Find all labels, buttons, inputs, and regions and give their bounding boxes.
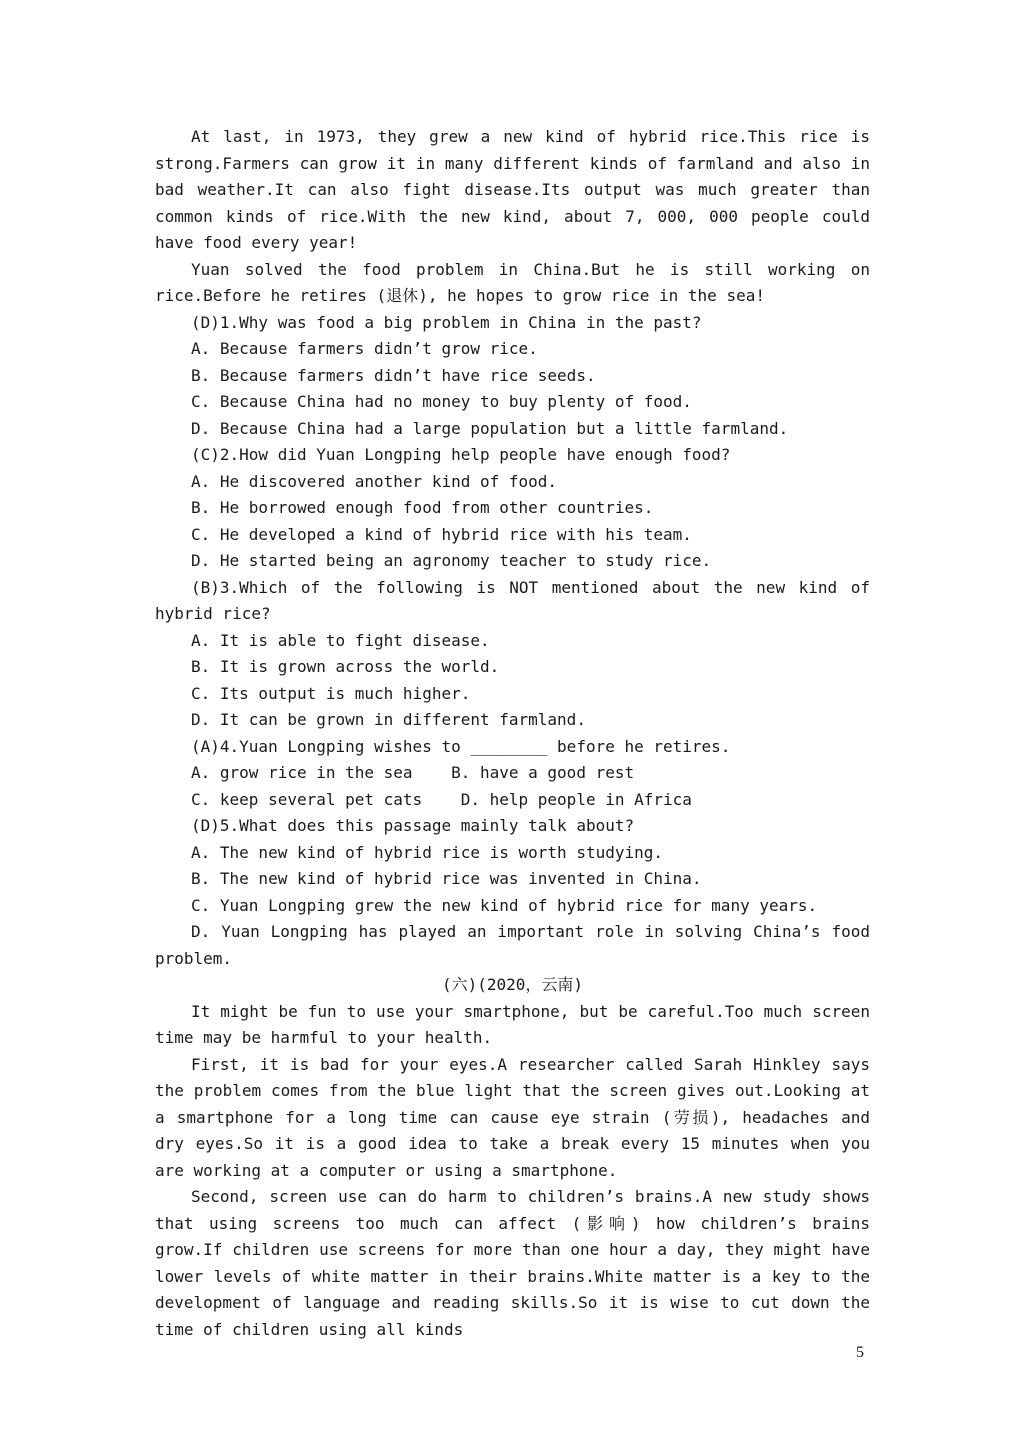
- question-stem: (D)5.What does this passage mainly talk about?: [191, 816, 635, 835]
- question-option: B. It is grown across the world.: [191, 657, 500, 676]
- document-page: [155, 124, 870, 1343]
- question-option: C. Its output is much higher.: [191, 683, 471, 703]
- question-option: B. He borrowed enough food from other countries.: [191, 498, 654, 517]
- question-4: [155, 734, 870, 814]
- question-3: [155, 575, 870, 734]
- question-option: A. Because farmers didn’t grow rice.: [191, 339, 538, 358]
- question-option: C. keep several pet cats D. help people in Africa: [191, 789, 692, 809]
- question-option: A. The new kind of hybrid rice is worth studying.: [191, 842, 664, 862]
- question-option: D. It can be grown in different farmland.: [191, 710, 586, 729]
- question-5: [155, 813, 870, 972]
- question-option: A. It is able to fight disease.: [191, 630, 490, 650]
- question-stem: (D)1.Why was food a big problem in China in the past?: [191, 312, 702, 332]
- question-1: [155, 310, 870, 443]
- question-option: B. Because farmers didn’t have rice seeds.: [191, 365, 596, 385]
- question-option: B. The new kind of hybrid rice was invented in China.: [191, 869, 702, 888]
- passage-paragraph: First, it is bad for your eyes.A researcher called Sarah Hinkley says the problem comes from the blue light that the screen gives out.Looking at a smartphone for a long time can cause eye strain (劳损), headaches and dry eyes.So it is a good idea to take a break every 15 minutes when you are working at a computer or using a smartphone.: [155, 1054, 870, 1180]
- question-option: C. Yuan Longping grew the new kind of hybrid rice for many years.: [191, 895, 818, 915]
- passage-paragraph: Second, screen use can do harm to children’s brains.A new study shows that using screens too much can affect (影响) how children’s brains grow.If children use screens for more than one hour a day, they might have lower levels of white matter in their brains.White matter is a key to the development of language and reading skills.So it is wise to cut down the time of children using all kinds: [155, 1187, 870, 1339]
- passage-paragraph: It might be fun to use your smartphone, but be careful.Too much screen time may be harmful to your health.: [155, 1001, 870, 1047]
- question-option: C. Because China had no money to buy plenty of food.: [191, 392, 692, 411]
- question-stem: (C)2.How did Yuan Longping help people have enough food?: [191, 445, 731, 464]
- question-stem: (A)4.Yuan Longping wishes to ________ before he retires.: [191, 736, 731, 756]
- question-stem: (B)3.Which of the following is NOT mentioned about the new kind of hybrid rice?: [155, 577, 870, 623]
- section-title: (六)(2020，云南): [441, 975, 584, 994]
- question-2: [155, 442, 870, 575]
- passage-paragraph: Yuan solved the food problem in China.But he is still working on rice.Before he retires (退休), he hopes to grow rice in the sea!: [155, 259, 870, 305]
- question-option: A. He discovered another kind of food.: [191, 471, 558, 491]
- question-option: D. Because China had a large population but a little farmland.: [191, 418, 789, 438]
- question-option: D. He started being an agronomy teacher to study rice.: [191, 551, 712, 570]
- passage-paragraph: At last, in 1973, they grew a new kind of hybrid rice.This rice is strong.Farmers can grow it in many different kinds of farmland and also in bad weather.It can also fight disease.Its output was much greater than common kinds of rice.With the new kind, about 7, 000, 000 people could have food every year!: [155, 127, 870, 252]
- page-number: 5: [856, 1344, 864, 1361]
- question-option: A. grow rice in the sea B. have a good rest: [191, 763, 635, 782]
- question-option: C. He developed a kind of hybrid rice with his team.: [191, 524, 692, 544]
- question-option: D. Yuan Longping has played an important role in solving China’s food problem.: [155, 922, 870, 968]
